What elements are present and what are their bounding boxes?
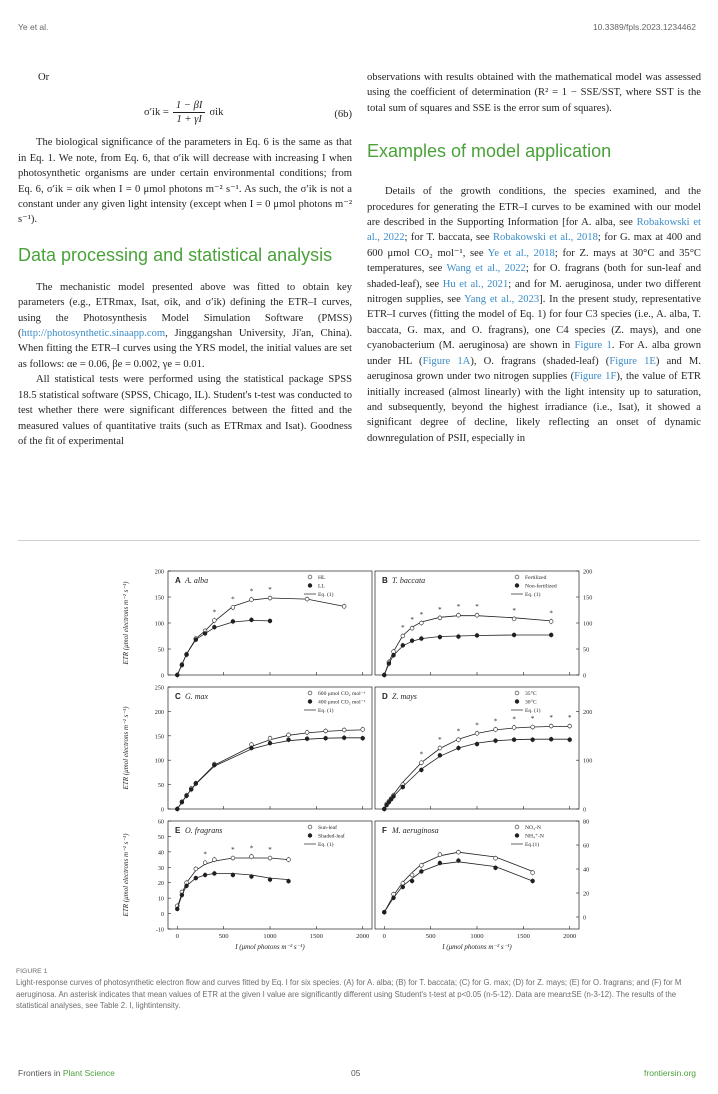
panel-e-point <box>185 884 189 888</box>
panel-f-legend-label: NO₃-N <box>525 825 541 832</box>
panel-e-point <box>203 873 207 877</box>
panel-b-ytick-label: 150 <box>583 594 593 602</box>
panel-c-point <box>194 782 198 786</box>
panel-e-significance-mark: * <box>203 850 207 859</box>
panel-d-significance-mark: * <box>530 715 535 724</box>
panel-a-ylabel: ETR (μmol electrons m⁻² s⁻¹) <box>122 581 130 665</box>
panel-c-point <box>189 788 193 792</box>
panel-a-point <box>212 619 216 623</box>
panel-b-significance-mark: * <box>512 606 516 615</box>
panel-e-xtick-label: 500 <box>218 933 229 940</box>
panel-d-significance-mark: * <box>438 736 442 744</box>
panel-f-point <box>410 873 414 877</box>
panel-f-legend-label: Eq.(1) <box>525 842 540 849</box>
panel-b-significance-mark: * <box>401 624 405 632</box>
panel-d-legend-label: Eq. (1) <box>525 708 541 715</box>
ref-hu-2021[interactable]: Hu et al., 2021 <box>442 278 509 290</box>
paragraph-significance: The biological significance of the parameters in Eq. 6 is the same as that in Eq. 1. We note, from Eq. 6, that σ′ik will decrease with increasing I when photosynthetic organisms are under certain environmental conditions; from Eq. 6, σ′ik = σik when I = 0 μmol photons m⁻² s⁻¹. As such, the σ′ik is not a constant under any given light intensity (except when I = 0 μmol photons m⁻² s⁻¹). <box>18 137 352 226</box>
ref-robakowski-2022[interactable]: Robakowski et al., 2022 <box>367 217 702 244</box>
panel-f-point <box>401 885 405 889</box>
panel-f-xtick-label: 0 <box>382 933 386 940</box>
panel-f-point <box>382 910 386 914</box>
panel-a-point <box>250 598 254 602</box>
panel-f-point <box>419 870 423 874</box>
panel-c-point <box>180 800 184 804</box>
panel-e-point <box>287 858 291 862</box>
panel-f-ytick-label: 40 <box>583 866 590 874</box>
panel-a-fit-line-2 <box>177 620 270 675</box>
panel-b-point <box>475 634 479 638</box>
panel-d-point <box>494 739 498 743</box>
panel-b-point <box>549 633 553 637</box>
panel-d-point <box>438 746 442 750</box>
panel-d-point <box>419 761 423 765</box>
panel-a-legend-marker <box>308 584 312 588</box>
section-title-examples: Examples of model application <box>367 141 612 162</box>
panel-f-xtick-label: 500 <box>425 933 436 940</box>
panel-f-point <box>438 853 442 857</box>
panel-a-point <box>194 638 198 642</box>
panel-c-ytick-label: 0 <box>160 806 164 814</box>
panel-e-point <box>231 873 235 877</box>
panel-f-frame <box>375 821 579 929</box>
panel-d-title: Z. mays <box>392 692 417 701</box>
panel-b-point <box>438 635 442 639</box>
panel-a-point <box>268 619 272 623</box>
panel-d-significance-mark: * <box>512 715 516 724</box>
panel-d-fit-line-2 <box>384 739 569 809</box>
figure-1-chart <box>18 553 700 973</box>
footer-journal-name: Plant Science <box>62 1068 115 1078</box>
panel-b-legend-label: Eq. (1) <box>525 592 541 599</box>
panel-e-xtick-label: 1000 <box>263 933 277 940</box>
panel-a-point <box>231 620 235 624</box>
panel-c-ytick-label: 50 <box>157 782 164 790</box>
panel-f-point <box>531 871 535 875</box>
panel-d-significance-mark: * <box>567 714 572 723</box>
ref-wang-2022[interactable]: Wang et al., 2022 <box>446 263 526 275</box>
panel-f-xtick-label: 1500 <box>516 933 530 940</box>
panel-c-ytick-label: 150 <box>154 733 164 741</box>
panel-a-title: A. alba <box>185 576 209 585</box>
panel-b-legend-label: Non-fertilized <box>525 583 557 590</box>
panel-b-legend-label: Fertilized <box>525 575 547 582</box>
panel-b-point <box>457 613 461 617</box>
panel-a-point <box>203 632 207 636</box>
panel-b-significance-mark: * <box>438 605 442 614</box>
right-column <box>367 70 701 446</box>
panel-a-ytick-label: 50 <box>157 646 164 654</box>
panel-d-point <box>392 794 396 798</box>
panel-c-point <box>268 741 272 745</box>
panel-f-ytick-label: 20 <box>583 890 590 898</box>
panel-c-ytick-label: 100 <box>154 757 164 765</box>
x-axis-label-right: I (μmol photons m⁻² s⁻¹) <box>442 943 512 951</box>
panel-c-point <box>305 737 309 741</box>
panel-a-ytick-label: 100 <box>154 620 164 628</box>
panel-d-ytick-label: 200 <box>583 708 593 716</box>
footer-page-number: 05 <box>351 1068 361 1078</box>
panel-b-ytick-label: 200 <box>583 568 593 576</box>
panel-f-xtick-label: 1000 <box>470 933 484 940</box>
panel-e-point <box>268 856 272 860</box>
panel-d-point <box>419 768 423 772</box>
panel-b-point <box>382 673 386 677</box>
panel-f-title: M. aeruginosa <box>392 826 439 835</box>
figure-caption <box>16 966 696 1011</box>
panel-a-point <box>212 625 216 629</box>
panel-b-point <box>410 639 414 643</box>
panel-e-ytick-label: 30 <box>157 864 164 872</box>
panel-c-ytick-label: 250 <box>154 684 164 692</box>
left-column <box>18 70 352 449</box>
equation-fraction <box>173 99 206 126</box>
panel-c-point <box>324 736 328 740</box>
panel-f-fit-line-2 <box>384 862 532 912</box>
panel-b-point <box>392 653 396 657</box>
panel-e-point <box>212 858 216 862</box>
panel-e-xtick-label: 2000 <box>356 933 370 940</box>
panel-d-point <box>549 724 553 728</box>
panel-f-point <box>392 896 396 900</box>
panel-c-point <box>324 729 328 733</box>
panel-d-point <box>475 731 479 735</box>
panel-a-point <box>305 597 309 601</box>
panel-a-legend-label: Eq. (1) <box>318 592 334 599</box>
panel-e-point <box>268 878 272 882</box>
panel-e-point <box>231 856 235 860</box>
panel-b-point <box>419 637 423 641</box>
panel-e-point <box>175 907 179 911</box>
panel-b-point <box>457 635 461 639</box>
panel-e-legend-marker <box>308 834 312 838</box>
panel-a-legend-label: LL <box>318 583 325 590</box>
panel-c-legend-label: 600 μmol CO₂ mol⁻¹ <box>318 691 366 698</box>
panel-e-point <box>180 893 184 897</box>
panel-d-point <box>457 738 461 742</box>
panel-b-point <box>401 643 405 647</box>
panel-c-legend-label: Eq. (1) <box>318 708 334 715</box>
panel-a-ytick-label: 200 <box>154 568 164 576</box>
panel-d-letter: D <box>382 692 388 701</box>
panel-c-letter: C <box>175 692 181 701</box>
panel-d-point <box>401 785 405 789</box>
panel-b-point <box>438 616 442 620</box>
panel-b-point <box>512 617 516 621</box>
panel-f-ytick-label: 60 <box>583 842 590 850</box>
equation-denominator: 1 + γI <box>176 114 202 126</box>
ref-figure-1e[interactable]: Figure 1E <box>609 355 656 367</box>
panel-f-ytick-label: 0 <box>583 914 587 922</box>
panel-b-significance-mark: * <box>549 609 553 618</box>
panel-e-point <box>203 861 207 865</box>
panel-c-point <box>268 736 272 740</box>
or-label: Or <box>38 72 50 83</box>
header-authors: Ye et al. <box>18 22 49 32</box>
panel-b-point <box>475 613 479 617</box>
panel-f-point <box>457 850 461 854</box>
panel-f-point <box>438 861 442 865</box>
figure-caption-text: Light-response curves of photosynthetic electron flow and curves fitted by Eq. I for six species. (A) for A. alba; (B) for T. baccata; (C) for G. max; (D) for Z. mays; (E) for O. fragrans; and (F) for M aeruginosa. An asterisk indicates that mean values of ETR at the given I value are significantly different using Student's t-test at p<0.05 (n-5-12). Data are mean±SE (n-3-12). The results of the statistical analyses, see Table 2. I, lightintensity. <box>16 978 682 1010</box>
panel-a-significance-mark: * <box>268 586 272 595</box>
panel-e-xtick-label: 1500 <box>309 933 323 940</box>
panel-f-point <box>419 864 423 868</box>
panel-e-ytick-label: 40 <box>157 849 164 857</box>
panel-d-legend-marker <box>515 700 519 704</box>
equation-numerator: 1 − βI <box>173 99 206 113</box>
panel-e-point <box>194 876 198 880</box>
panel-c-point <box>342 736 346 740</box>
panel-e-legend-marker <box>308 825 312 829</box>
panel-c-title: G. max <box>185 692 209 701</box>
panel-c-point <box>250 746 254 750</box>
panel-d-point <box>549 737 553 741</box>
panel-a-point <box>342 604 346 608</box>
panel-c-point <box>361 728 365 732</box>
panel-b-significance-mark: * <box>475 603 479 612</box>
panel-d-point <box>457 746 461 750</box>
panel-f-point <box>494 856 498 860</box>
panel-f-ytick-label: 80 <box>583 818 590 826</box>
panel-b-point <box>419 621 423 625</box>
ref-yang-2023[interactable]: Yang et al., 2023 <box>464 294 540 306</box>
panel-c-point <box>342 728 346 732</box>
panel-f-legend-marker <box>515 825 519 829</box>
panel-d-legend-marker <box>515 691 519 695</box>
panel-f-point <box>531 879 535 883</box>
panel-a-significance-mark: * <box>212 608 217 617</box>
panel-e-ylabel: ETR (μmol electrons m⁻² s⁻¹) <box>122 833 130 917</box>
x-axis-label-left: I (μmol photons m⁻² s⁻¹) <box>235 943 305 951</box>
panel-b-point <box>401 634 405 638</box>
panel-e-point <box>287 879 291 883</box>
panel-d-significance-mark: * <box>493 717 498 726</box>
panel-d-point <box>512 738 516 742</box>
panel-e-fit-line-1 <box>177 858 288 907</box>
panel-c-legend-marker <box>308 700 312 704</box>
panel-d-point <box>568 724 572 728</box>
panel-e-legend-label: Sun-leaf <box>318 825 337 832</box>
panel-c-legend-label: 400 μmol CO₂ mol⁻¹ <box>318 699 366 706</box>
panel-c-point <box>305 730 309 734</box>
panel-c-point <box>185 794 189 798</box>
paragraph-goodness-of-fit: observations with results obtained with the mathematical model was assessed using the coefficient of determination (R² = 1 − SSE/SST, where SST is the total sum of squares and SSE is the error sum of squares). <box>367 72 701 114</box>
panel-a-legend-label: HL <box>318 575 326 582</box>
panel-b-letter: B <box>382 576 388 585</box>
panel-b-point <box>549 620 553 624</box>
panel-c-point <box>287 738 291 742</box>
panel-b-significance-mark: * <box>419 611 424 619</box>
panel-c-point <box>287 733 291 737</box>
equation-rhs: σik <box>209 107 224 119</box>
panel-b-fit-line-1 <box>384 616 551 675</box>
panel-d-point <box>512 726 516 730</box>
equation-number: (6b) <box>334 109 352 121</box>
paragraph-examples: Details of the growth conditions, the species examined, and the procedures for generating the ETR–I curves to be examined with our model are described in the Supporting Information [for A. alba, see Robakowski et al., 2022; for T. baccata, see Robakowski et al., 2018; for G. max at 400 and 600 μmol CO₂ mol⁻¹, see Ye et al., 2018; for Z. mays at 30°C and 35°C temperatures, see Wang et al., 2022; for O. fragrans (both for sun-leaf and shaded-leaf), see Hu et al., 2021; and for M. aeruginosa, under two different nitrogen supplies, see Yang et al., 2023]. In the present study, representative ETR–I curves (fitting the model of Eq. 1) for four C3 species (i.e., A. alba, T. baccata, G. max, and O. fragrans), one C4 species (Z. mays), and one cyanobacterium (M. aeruginosa) are shown in Figure 1. For A. alba grown under HL (Figure 1A), O. fragrans (shaded-leaf) (Figure 1E) and M. aeruginosa grown under two nitrogen supplies (Figure 1F), the value of ETR initially increased (almost linearly) with the light intensity up to saturation, and subsequently, beyond the highest irradiance (i.e., Isat), it showed a significant degree of decline, likely reflecting an onset of dynamic downregulation of PSII, especially in <box>367 186 702 444</box>
panel-a-letter: A <box>175 576 181 585</box>
panel-d-ytick-label: 100 <box>583 757 593 765</box>
panel-d-point <box>531 725 535 729</box>
panel-a-point <box>250 618 254 622</box>
panel-e-point <box>212 872 216 876</box>
panel-d-point <box>438 753 442 757</box>
panel-e-letter: E <box>175 826 181 835</box>
panel-a-point <box>180 663 184 667</box>
panel-c-point <box>361 736 365 740</box>
panel-a-point <box>185 653 189 657</box>
panel-c-legend-marker <box>308 691 312 695</box>
panel-a-point <box>231 606 235 610</box>
panel-b-title: T. baccata <box>392 576 426 585</box>
paragraph-model-fitting: The mechanistic model presented above was fitted to obtain key parameters (e.g., ETRmax, Isat, σik, and σ′ik) defining the ETR–I curves, using the Photosynthesis Model Simulation Software (PMSS) (http://photosynthetic.sinaapp.com, Jinggangshan University, Ji'an, China). When fitting the ETR–I curves using the YRS model, the initial values are set as follows: αe = 0.06, βe = 0.002, γe = 0.01. <box>18 281 352 370</box>
panel-d-ytick-label: 0 <box>583 806 587 814</box>
equation-6b <box>18 85 352 135</box>
panel-a-ytick-label: 150 <box>154 594 164 602</box>
panel-f-point <box>410 879 414 883</box>
panel-e-legend-label: Eq. (1) <box>318 842 334 849</box>
header-doi[interactable]: 10.3389/fpls.2023.1234462 <box>592 22 696 32</box>
panel-d-significance-mark: * <box>419 750 424 759</box>
panel-b-ytick-label: 50 <box>583 646 590 654</box>
panel-e-title: O. fragrans <box>185 826 223 835</box>
panel-f-point <box>457 859 461 863</box>
panel-b-legend-marker <box>515 575 519 579</box>
panel-d-point <box>531 738 535 742</box>
panel-e-ytick-label: 0 <box>160 911 164 919</box>
panel-e-ytick-label: 60 <box>157 818 164 826</box>
panel-f-legend-label: NH₄⁺-N <box>525 833 544 840</box>
panel-a-point <box>175 673 179 677</box>
ref-ye-2018[interactable]: Ye et al., 2018 <box>487 247 555 259</box>
panel-d-point <box>568 738 572 742</box>
panel-d-legend-label: 30°C <box>525 699 537 706</box>
panel-e-point <box>250 855 254 859</box>
panel-b-significance-mark: * <box>456 603 461 612</box>
panel-e-point <box>194 867 198 871</box>
panel-e-ytick-label: -10 <box>155 926 164 934</box>
panel-b-point <box>387 662 391 666</box>
section-title-data-processing: Data processing and statistical analysis <box>18 244 333 265</box>
panel-d-significance-mark: * <box>475 721 479 730</box>
panel-b-point <box>410 626 414 630</box>
panel-b-point <box>512 633 516 637</box>
panel-a-fit-line-1 <box>177 598 344 675</box>
panel-e-ytick-label: 50 <box>157 833 164 841</box>
equation-lhs: σ′ik = <box>144 107 169 119</box>
panel-a-ytick-label: 0 <box>160 672 164 680</box>
ref-figure-1[interactable]: Figure 1 <box>574 340 612 352</box>
panel-e-significance-mark: * <box>231 846 235 855</box>
footer-site[interactable]: frontiersin.org <box>644 1068 696 1078</box>
panel-e-significance-mark: * <box>249 844 254 853</box>
panel-a-significance-mark: * <box>231 595 235 604</box>
panel-b-significance-mark: * <box>410 616 414 625</box>
panel-a-significance-mark: * <box>249 587 254 596</box>
panel-c-point <box>175 807 179 811</box>
panel-c-ylabel: ETR (μmol electrons m⁻² s⁻¹) <box>122 706 130 790</box>
panel-d-significance-mark: * <box>456 727 461 736</box>
panel-d-significance-mark: * <box>549 714 553 723</box>
panel-c-point <box>212 763 216 767</box>
panel-d-frame <box>375 687 579 809</box>
figure-1 <box>18 540 700 1019</box>
panel-e-legend-label: Shaded-leaf <box>318 833 345 840</box>
ref-robakowski-2018[interactable]: Robakowski et al., 2018 <box>492 232 598 244</box>
figure-caption-label: FIGURE 1 <box>16 968 48 975</box>
panel-b-fit-line-2 <box>384 635 551 675</box>
panel-c-fit-line-2 <box>177 738 362 809</box>
panel-e-xtick-label: 0 <box>175 933 179 940</box>
footer-journal: Frontiers in Plant Science <box>18 1068 115 1078</box>
panel-e-ytick-label: 10 <box>157 895 164 903</box>
paragraph-statistics: All statistical tests were performed using the statistical package SPSS 18.5 statistical software (SPSS, Chicago, IL). Student's t-test was conducted to test whether there were significant differences between the fitted and the measured values of quantitative traits (such as ETRmax and Isat). Goodness of the fit of experimental <box>18 374 352 447</box>
panel-f-point <box>494 866 498 870</box>
panel-d-point <box>382 807 386 811</box>
panel-f-letter: F <box>382 826 387 835</box>
panel-a-legend-marker <box>308 575 312 579</box>
panel-d-point <box>494 728 498 732</box>
panel-e-significance-mark: * <box>268 846 272 855</box>
panel-f-xtick-label: 2000 <box>563 933 577 940</box>
panel-a-point <box>268 596 272 600</box>
panel-f-legend-marker <box>515 834 519 838</box>
panel-b-ytick-label: 0 <box>583 672 587 680</box>
panel-b-ytick-label: 100 <box>583 620 593 628</box>
panel-c-ytick-label: 200 <box>154 708 164 716</box>
pmss-link[interactable]: http://photosynthetic.sinaapp.com <box>21 328 166 340</box>
ref-figure-1f[interactable]: Figure 1F <box>574 371 617 383</box>
panel-d-point <box>475 742 479 746</box>
panel-d-legend-label: 35°C <box>525 691 537 698</box>
panel-b-legend-marker <box>515 584 519 588</box>
panel-e-ytick-label: 20 <box>157 880 164 888</box>
ref-figure-1a[interactable]: Figure 1A <box>422 355 471 367</box>
panel-e-point <box>250 875 254 879</box>
